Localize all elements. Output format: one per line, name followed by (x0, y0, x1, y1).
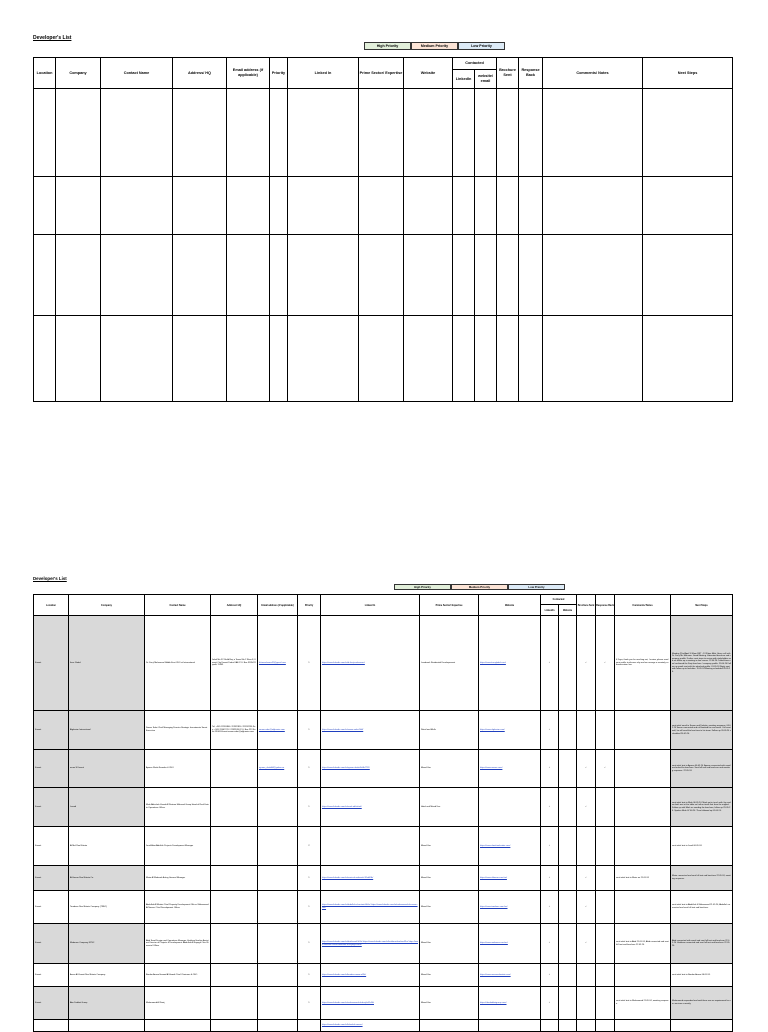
linkedin-link (321, 866, 420, 891)
linkedin-link[interactable]: https://www.linkedin.com/in/fahad-al-nasser/ (322, 1024, 363, 1027)
brochure-sent-check: ✓ (577, 866, 596, 891)
comments-cell (615, 788, 671, 827)
address-cell (211, 924, 258, 964)
email-cell (258, 616, 298, 711)
brochure-sent-check (577, 827, 596, 866)
sheet2-priority-legend (394, 584, 565, 590)
header-email: Email address (if applicable) (227, 58, 270, 89)
email-cell (258, 827, 298, 866)
header-linkedin: Linked In (321, 595, 420, 616)
website-link[interactable]: https://www.arzanrealestate.com/ (480, 973, 511, 976)
company-cell: Al Hamra Real Estate Co. (69, 866, 145, 891)
address-cell (211, 891, 258, 924)
contact-name-cell: Bandar Anwar Hamad Al Hamdi Chief Chairman & CEO (145, 964, 211, 987)
empty-row (34, 235, 733, 316)
legend-medium-priority: Medium Priority (411, 42, 458, 50)
email-cell (258, 924, 298, 964)
comments-cell: 4 Days, thank you for reaching out, I review, please send your profile to discuss why and we arrange a remotely communication line. (615, 616, 671, 711)
table-row (34, 866, 733, 891)
header-contact-name: Contact Name (101, 58, 173, 89)
linkedin-link (321, 711, 420, 750)
header-contacted: Contacted (541, 595, 577, 605)
response-back-check (596, 924, 615, 964)
legend-high-priority: High Priority (364, 42, 411, 50)
brochure-sent-check: ✓ (577, 924, 596, 964)
next-steps-cell: sent initial text to Abdullah & Mohammed 21.05.24, Abdullah connected and sent full text and brochure. (671, 891, 733, 924)
sheet2-rows (34, 616, 733, 1032)
address-cell (211, 788, 258, 827)
brochure-sent-check (577, 964, 596, 987)
email-cell (258, 750, 298, 788)
contacted-website-check (559, 987, 577, 1020)
table-row (34, 924, 733, 964)
table-row (34, 711, 733, 750)
sector-cell: Mixed Use (420, 987, 479, 1020)
email-cell (258, 711, 298, 750)
company-cell: Alghanim International (69, 711, 145, 750)
linkedin-link[interactable]: https://www.linkedin.com/in/marie-al-mubarak-32ab43b/ (322, 876, 374, 879)
header-contacted: Contacted (453, 58, 497, 70)
website-link (479, 788, 541, 827)
next-steps-cell: sent initial text to Jamil 06.05.24. (671, 827, 733, 866)
address-cell (211, 827, 258, 866)
website-link[interactable]: https://www.avroxs.com/ (480, 767, 503, 770)
comments-cell (615, 1020, 671, 1032)
legend-medium-priority: Medium Priority (451, 584, 508, 590)
company-cell: Abu Dabbet Group (69, 987, 145, 1020)
address-cell: Jabal Mo ZC Build Burj a Tower Mo 2 Floor 8, Kuwait City Kuwait Dubai UAE P.O. Box 31894 Riyadh 11449 (211, 616, 258, 711)
sheet2-title: Developer's List (33, 576, 67, 581)
next-steps-cell (671, 1020, 733, 1032)
table-row (34, 891, 733, 924)
linkedin-link[interactable]: https://www.linkedin.com/in/samer-sabri-5b8/ (322, 728, 364, 731)
contacted-website-check (559, 891, 577, 924)
contact-name-cell: Dr. Fouji Mohaseen Middle East CEO at International (145, 616, 211, 711)
website-link[interactable]: https://www.mabanee.com/en/ (480, 942, 508, 945)
contact-name-cell: Mark Abhishek Kamal Al Rustom Mahmud Group Head of Real Estate Operations Officer (145, 788, 211, 827)
next-steps-cell: Monday 22nd April 9:30am BST - 12:30pm Mob. Given call with Dr. Fouji Mr. Mansour. Good Meeting. Interested brochure and company profile. Further next steps to review with stakeholder and we follow up a meeting in due course. 22.04.24 Called them and confirmed the Fouji brochure / company profile. 23.04.24 Follow up email sent with the attached profile. 01.05.24 Reply sent with follow up to find date. 15.05.24 Meeting scheduled 20.05.24. (671, 616, 733, 711)
contacted-website-check (559, 711, 577, 750)
contacted-linkedin-check: ✓ (541, 964, 559, 987)
contacted-linkedin-check: ✓ (541, 711, 559, 750)
address-cell (211, 750, 258, 788)
contacted-linkedin-check: ✓ (541, 866, 559, 891)
sector-cell: Mixed Use (420, 891, 479, 924)
header-response-back: Response Back (596, 595, 615, 616)
priority-cell (298, 1020, 321, 1032)
website-link (479, 711, 541, 750)
header-company: Company (69, 595, 145, 616)
address-cell (211, 964, 258, 987)
location-cell: Kuwait (34, 964, 69, 987)
contacted-website-check (559, 1020, 577, 1032)
website-link (479, 827, 541, 866)
priority-cell: 1 (298, 616, 321, 711)
comments-cell (615, 827, 671, 866)
website-link[interactable]: https://www.almalrealestate.com/ (480, 844, 511, 847)
response-back-check (596, 891, 615, 924)
comments-cell (615, 711, 671, 750)
response-back-check: ✓ (596, 750, 615, 788)
email-link[interactable]: samer.sabri@alghanim.com (259, 728, 285, 731)
priority-cell: 1 (298, 891, 321, 924)
company-cell (69, 1020, 145, 1032)
contact-name-cell: Jamil Abu Abdullah Projects Development Manager (145, 827, 211, 866)
linkedin-link (321, 987, 420, 1020)
sheet2-table (33, 594, 733, 1032)
company-cell: Lavadi (69, 788, 145, 827)
website-link (479, 924, 541, 964)
contacted-website-check (559, 827, 577, 866)
company-cell: Al Mal Real Estate (69, 827, 145, 866)
response-back-check (596, 987, 615, 1020)
website-link (479, 750, 541, 788)
header-brochure-sent: Brochure Sent (497, 58, 519, 89)
contacted-linkedin-check: ✓ (541, 788, 559, 827)
response-back-check (596, 711, 615, 750)
sector-cell: Mixed Use (420, 964, 479, 987)
contacted-website-check (559, 750, 577, 788)
priority-cell: 1 (298, 711, 321, 750)
website-link (479, 964, 541, 987)
response-back-check: ✓ (596, 616, 615, 711)
company-cell: Arzan Al Kuwait Real Estate Company (69, 964, 145, 987)
contact-name-cell: Mohammed Al Duaij (145, 987, 211, 1020)
location-cell: Kuwait (34, 711, 69, 750)
empty-row (34, 177, 733, 235)
linkedin-link (321, 788, 420, 827)
contacted-website-check (559, 788, 577, 827)
priority-cell: 1 (298, 866, 321, 891)
response-back-check (596, 964, 615, 987)
location-cell: Kuwait (34, 616, 69, 711)
website-link[interactable]: https://www.tamdeen.com.kw/ (480, 905, 508, 908)
priority-cell: 1 (298, 987, 321, 1020)
linkedin-link[interactable]: https://www.linkedin.com/in/mark-abhishek/ (322, 805, 362, 808)
company-cell: Tamdeen Real Estate Company (TREC) (69, 891, 145, 924)
contacted-linkedin-check: ✓ (541, 924, 559, 964)
header-location: Location (34, 58, 56, 89)
priority-cell: 1 (298, 750, 321, 788)
header-linkedin: Linked In (288, 58, 359, 89)
contact-name-cell: Ayman Shabi Founder & CEO (145, 750, 211, 788)
website-link (479, 866, 541, 891)
linkedin-link (321, 827, 420, 866)
contact-name-cell: Samer Sabri Chief Managing Director Strategic Investments Smart Executive (145, 711, 211, 750)
contact-name-cell: Abid Saad Design and Operations Manager. Haitham Ibrahim Assistant Director of Projects & Development. Abdullah Al Sayegh Chief Financial Officer (145, 924, 211, 964)
table-row (34, 964, 733, 987)
linkedin-link (321, 750, 420, 788)
header-sector: Prime Sector/ Expertise (420, 595, 479, 616)
sector-cell: Mixed Use (420, 866, 479, 891)
header-contacted-website: website/ email (475, 70, 497, 89)
table-row (34, 750, 733, 788)
next-steps-cell: sent initial text to Ayman 06.05.24. Ayman connected with email and asked for brochure. Sent full text and brochure and awaiting response. 22.05.24. (671, 750, 733, 788)
header-contacted-linkedin: LinkedIn (453, 70, 475, 89)
table-row (34, 1020, 733, 1032)
header-next-steps: Next Steps (643, 58, 733, 89)
header-contacted-website: Website (559, 605, 577, 616)
company-cell: Mabanee Company KPSC (69, 924, 145, 964)
response-back-check (596, 866, 615, 891)
linkedin-link[interactable]: https://www.linkedin.com/in/abdullah-al-mutairi-6b9a/ https://www.linkedin.com/in/mohammed-al-nasser-2b1/ (322, 904, 418, 909)
website-link (479, 616, 541, 711)
next-steps-cell: sent initial email to Samer and Deloitte, awaiting response. 06.05.24 Samer connected and call booked for next week. Call went well, he will send the brochure to his team. Follow up 20.05.24 scheduled 26.05.24. (671, 711, 733, 750)
sector-cell: Mixed Use (420, 827, 479, 866)
empty-row (34, 89, 733, 177)
contact-name-cell: Marie Al Mubarak Acting General Manager (145, 866, 211, 891)
location-cell: Kuwait (34, 827, 69, 866)
sheet1-table (33, 57, 733, 402)
priority-cell: 1 (298, 924, 321, 964)
brochure-sent-check (577, 711, 596, 750)
header-priority: Priority (270, 58, 288, 89)
response-back-check (596, 788, 615, 827)
table-row (34, 987, 733, 1020)
comments-cell: sent initial text to Abid 21.05.24, Abid connected and sent full text and brochure 22.05.24. (615, 924, 671, 964)
header-company: Company (56, 58, 101, 89)
location-cell: Kuwait (34, 987, 69, 1020)
header-contact-name: Contact Name (145, 595, 211, 616)
linkedin-link (321, 616, 420, 711)
header-address: Address/ HQ (211, 595, 258, 616)
email-link[interactable]: ayman_shabi84@yahoo.co (259, 767, 285, 770)
location-cell: Kuwait (34, 788, 69, 827)
sector-cell (420, 1020, 479, 1032)
header-comments: Comments/ Notes (615, 595, 671, 616)
legend-low-priority: Low Priority (458, 42, 505, 50)
email-link[interactable]: fnhasselmann99@gmail.com (259, 661, 286, 664)
header-address: Address/ HQ (173, 58, 227, 89)
comments-cell (615, 964, 671, 987)
comments-cell (615, 891, 671, 924)
comments-cell (615, 750, 671, 788)
legend-low-priority: Low Priority (508, 584, 565, 590)
sheet1-title: Developer's List (33, 35, 72, 41)
linkedin-link[interactable]: https://www.linkedin.com/in/abid-saad-3c9b/ https://www.linkedin.com/in/haitham-ibrahim-81a/ https://www.linkedin.com/in/abdullah-al-sayegh-4d2e/ (322, 940, 418, 946)
email-cell (258, 1020, 298, 1032)
priority-cell: 1 (298, 788, 321, 827)
location-cell: Kuwait (34, 891, 69, 924)
address-cell: Tel: +965 22205800 / 22822810 / 22812236 Fax: +965 22467741 / 22822059 P.O. Box 223 Safat 13003 Kuwait samer.sabri@alghanim.com (211, 711, 258, 750)
contacted-linkedin-check: ✓ (541, 987, 559, 1020)
website-link[interactable]: https://www.itaruglobal.com/ (480, 661, 506, 664)
header-next-steps: Next Steps (671, 595, 733, 616)
address-cell (211, 866, 258, 891)
next-steps-cell: Mohammed responded and said there was no requirement for our services currently. (671, 987, 733, 1020)
header-contacted-linkedin: LinkedIn (541, 605, 559, 616)
contacted-linkedin-check: ✓ (541, 891, 559, 924)
empty-row (34, 316, 733, 402)
header-location: Location (34, 595, 69, 616)
email-cell (258, 987, 298, 1020)
linkedin-link[interactable]: https://www.linkedin.com/in/ayman-shabi-8a3b7711/ (322, 767, 370, 770)
linkedin-link (321, 1020, 420, 1032)
header-email: Email address (if applicable) (258, 595, 298, 616)
next-steps-cell: Marie connected and sent full text and brochure 22.05.24, awaiting response. (671, 866, 733, 891)
address-cell (211, 1020, 258, 1032)
table-row (34, 827, 733, 866)
location-cell: Kuwait (34, 924, 69, 964)
company-cell: Itaru Global (69, 616, 145, 711)
linkedin-link[interactable]: https://www.linkedin.com/in/bandar-anwar-a89c/ (322, 973, 367, 976)
website-link[interactable]: https://www.alhamra.com.kw/ (480, 876, 507, 879)
location-cell (34, 1020, 69, 1032)
sector-cell: Landmark Residential Developement (420, 616, 479, 711)
contacted-linkedin-check: ✓ (541, 750, 559, 788)
response-back-check (596, 1020, 615, 1032)
address-cell (211, 987, 258, 1020)
email-cell (258, 891, 298, 924)
next-steps-cell: sent initial text to Bandar Anwar 06.05.24. (671, 964, 733, 987)
next-steps-cell: sent initial text to Mark 06.05.24. Mark got in touch with Jay and we both met at the table on further items that from the original. Follow up with Mark on sending the brochure, follow up 29.05.24. Spoken Mark 07.06.24. Then followed up 01.06.24. (671, 788, 733, 827)
linkedin-link (321, 924, 420, 964)
sheet1-priority-legend (364, 42, 505, 50)
contacted-website-check (559, 866, 577, 891)
website-link (479, 987, 541, 1020)
contacted-linkedin-check: ✓ (541, 616, 559, 711)
response-back-check (596, 827, 615, 866)
email-cell (258, 788, 298, 827)
linkedin-link (321, 964, 420, 987)
brochure-sent-check: ✓ (577, 788, 596, 827)
email-cell (258, 866, 298, 891)
table-row (34, 788, 733, 827)
website-link[interactable]: https://abudabbetgroup.com/ (480, 1001, 507, 1004)
header-brochure-sent: Brochure Sent (577, 595, 596, 616)
sector-cell: Mixed Use (420, 750, 479, 788)
brochure-sent-check (577, 1020, 596, 1032)
header-website: Website (404, 58, 453, 89)
linkedin-link[interactable]: https://www.linkedin.com/in/mohammed-al-duaij-b61c8b/ (322, 1001, 374, 1004)
brochure-sent-check: ✓ (577, 891, 596, 924)
linkedin-link[interactable]: https://www.linkedin.com/in/dr-fouji-mohaseen/ (322, 661, 365, 664)
contact-name-cell (145, 1020, 211, 1032)
contacted-website-check (559, 616, 577, 711)
linkedin-link (321, 891, 420, 924)
contacted-linkedin-check: ✓ (541, 827, 559, 866)
header-website: Website (479, 595, 541, 616)
location-cell: Kuwait (34, 866, 69, 891)
comments-cell: sent initial text to Mohammed 21.05.24, awaiting response. (615, 987, 671, 1020)
brochure-sent-check (577, 987, 596, 1020)
contact-name-cell: Abdullah Al Mutairi Chief Property Development Officer. Mohammed Al Nasser Chief Development Officer (145, 891, 211, 924)
sector-cell: Retail and Malls (420, 711, 479, 750)
header-priority: Priority (298, 595, 321, 616)
contacted-linkedin-check (541, 1020, 559, 1032)
priority-cell: 1 (298, 964, 321, 987)
brochure-sent-check: ✓ (577, 616, 596, 711)
contacted-website-check (559, 964, 577, 987)
company-cell: avrox.S Kuwait (69, 750, 145, 788)
header-comments: Comments/ Notes (543, 58, 643, 89)
contacted-website-check (559, 924, 577, 964)
website-link (479, 1020, 541, 1032)
header-sector: Prime Sector/ Expertise (359, 58, 404, 89)
legend-high-priority: High Priority (394, 584, 451, 590)
header-response-back: Response Back (519, 58, 543, 89)
comments-cell: sent initial text to Marie on 21.05.24 (615, 866, 671, 891)
sector-cell: Mixed Use (420, 924, 479, 964)
email-cell (258, 964, 298, 987)
website-link[interactable]: https://www.alghanim.com/ (480, 728, 505, 731)
location-cell: Kuwait (34, 750, 69, 788)
table-row (34, 616, 733, 711)
next-steps-cell: Abid connected with email and sent full text and brochure 22.05.24. Haitham connected and sent full text and brochure 22.05.24. (671, 924, 733, 964)
priority-cell: 2 (298, 827, 321, 866)
sector-cell: Hotel and Mixed Use (420, 788, 479, 827)
brochure-sent-check: ✓ (577, 750, 596, 788)
website-link (479, 891, 541, 924)
